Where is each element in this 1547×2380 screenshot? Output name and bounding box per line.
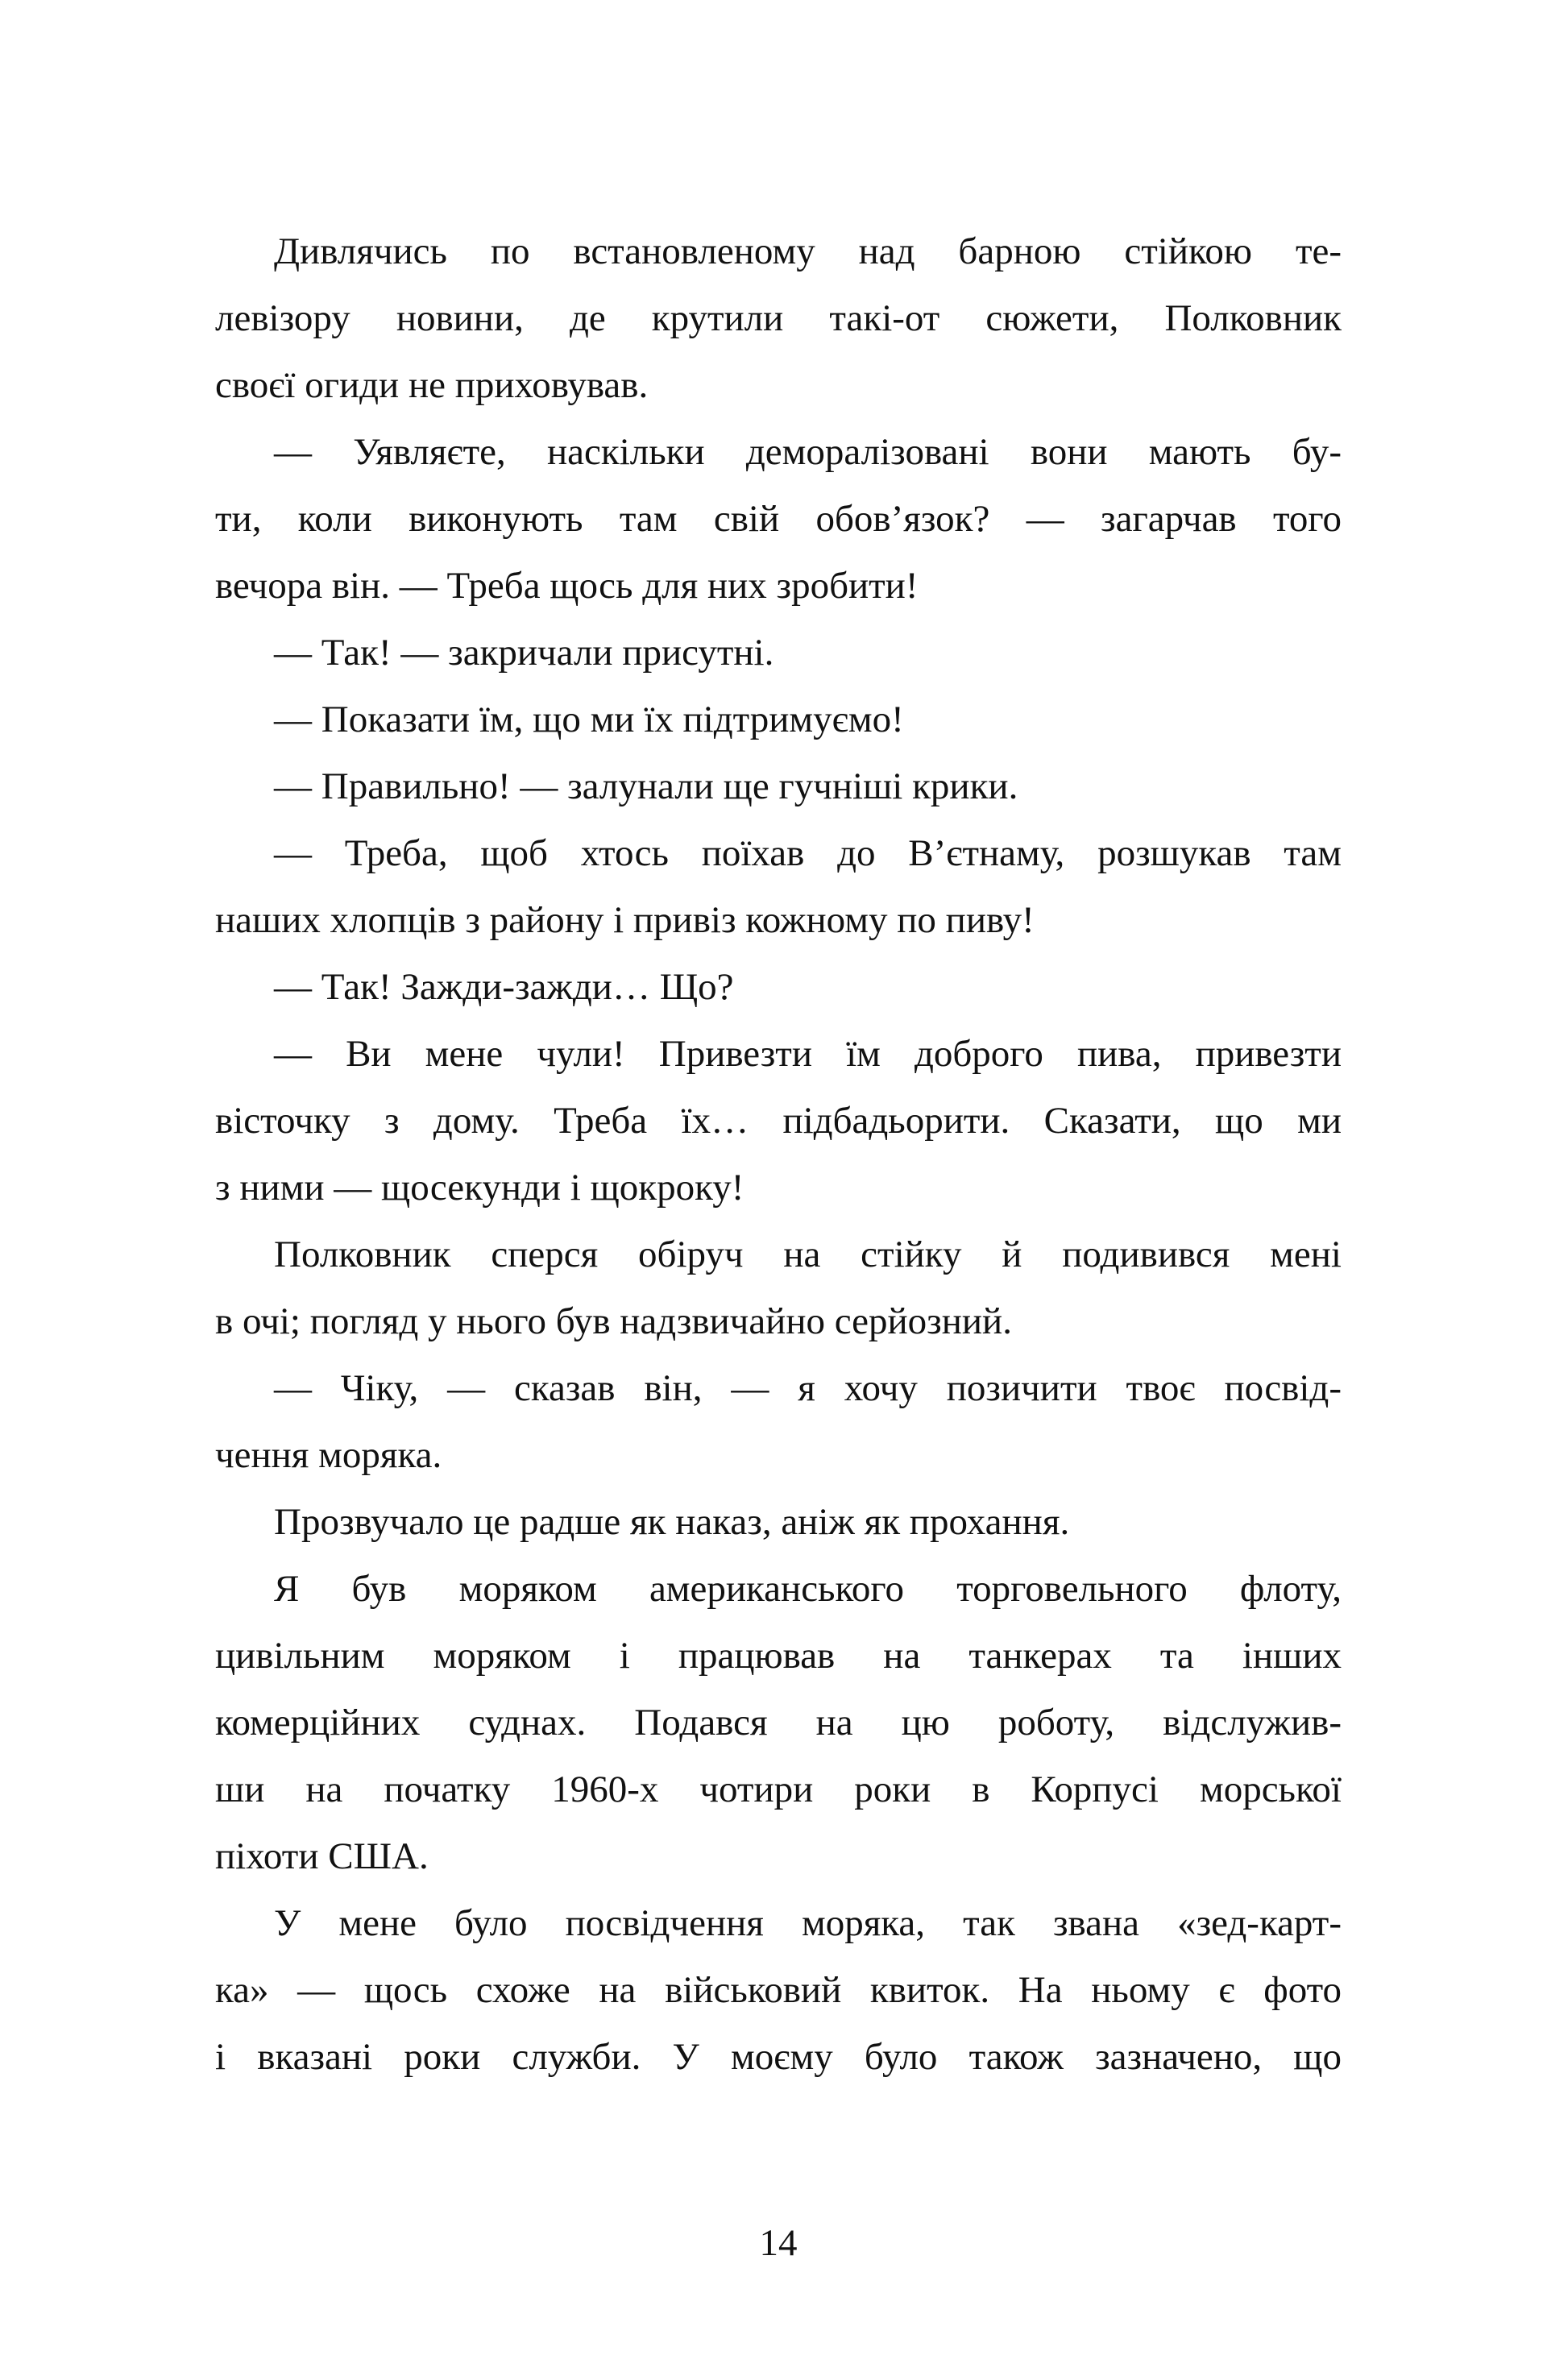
text-line: — Правильно! — залунали ще гучніші крики.	[274, 765, 1018, 807]
text-line: чення моряка.	[215, 1434, 442, 1476]
paragraph	[215, 1890, 1342, 2091]
text-line: ка» — щось схоже на військовий квиток. На ньому є фото	[215, 1969, 1342, 2011]
text-line: з ними — щосекунди і щокроку!	[215, 1167, 744, 1209]
text-line: піхоти США.	[215, 1835, 429, 1877]
text-line: комерційних суднах. Подався на цю роботу, відслужив-	[215, 1702, 1342, 1744]
text-line: левізору новини, де крутили такі-от сюжети, Полковник	[215, 297, 1342, 339]
paragraph	[215, 954, 1342, 1021]
paragraph	[215, 1221, 1342, 1355]
paragraph	[215, 1556, 1342, 1890]
text-line: цивільним моряком і працював на танкерах та інших	[215, 1635, 1342, 1677]
text-line: У мене було посвідчення моряка, так звана «зед-карт-	[274, 1902, 1342, 1944]
text-line: наших хлопців з району і привіз кожному по пиву!	[215, 899, 1035, 941]
text-line: ши на початку 1960-х чотири роки в Корпусі морської	[215, 1768, 1342, 1810]
text-line: в очі; погляд у нього був надзвичайно серйозний.	[215, 1300, 1012, 1342]
paragraph	[215, 753, 1342, 820]
text-line: — Так! Зажди-зажди… Що?	[274, 966, 734, 1008]
paragraph	[215, 218, 1342, 419]
text-line: вечора він. — Треба щось для них зробити!	[215, 565, 919, 607]
text-line: своєї огиди не приховував.	[215, 364, 649, 406]
text-line: — Треба, щоб хтось поїхав до В’єтнаму, розшукав там	[274, 832, 1342, 874]
paragraph	[215, 1355, 1342, 1489]
text-line: і вказані роки служби. У моєму було також зазначено, що	[215, 2036, 1342, 2078]
paragraph	[215, 620, 1342, 686]
text-line: Полковник сперся обіруч на стійку й подивився мені	[274, 1234, 1342, 1275]
text-line: Я був моряком американського торговельного флоту,	[274, 1568, 1342, 1610]
text-line: — Так! — закричали присутні.	[274, 632, 774, 674]
paragraph	[215, 1021, 1342, 1221]
text-line: Прозвучало це радше як наказ, аніж як прохання.	[274, 1501, 1070, 1543]
paragraph	[215, 686, 1342, 753]
text-line: — Чіку, — сказав він, — я хочу позичити твоє посвід-	[274, 1367, 1342, 1409]
page-text	[215, 218, 1342, 2091]
paragraph	[215, 1489, 1342, 1556]
text-line: Дивлячись по встановленому над барною стійкою те-	[274, 230, 1342, 272]
text-line: — Уявляєте, наскільки деморалізовані вони мають бу-	[274, 431, 1342, 473]
text-line: вісточку з дому. Треба їх… підбадьорити. Сказати, що ми	[215, 1100, 1342, 1142]
paragraph	[215, 820, 1342, 954]
text-line: — Ви мене чули! Привезти їм доброго пива, привезти	[274, 1033, 1342, 1075]
paragraph	[215, 419, 1342, 620]
page-number: 14	[759, 2222, 798, 2264]
text-line: — Показати їм, що ми їх підтримуємо!	[274, 699, 904, 740]
text-line: ти, коли виконують там свій обов’язок? — загарчав того	[215, 498, 1342, 540]
